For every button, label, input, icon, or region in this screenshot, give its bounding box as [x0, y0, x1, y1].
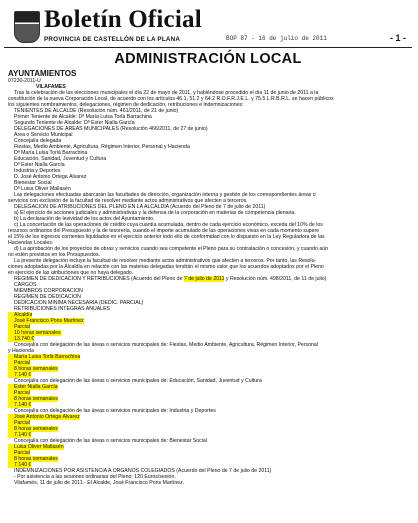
- document-line: 8 horas semanales: [8, 396, 58, 402]
- bulletin-page: [4, 4, 412, 519]
- document-line: 8 horas semanales: [8, 456, 58, 462]
- document-line: Fiestas, Medio Ambiente, Agricultura, Régimen Interior, Personal y Hacienda: [14, 144, 190, 150]
- document-line: 7.140 €: [8, 462, 31, 468]
- document-line: RÉGIMEN DE DEDICACIÓN Y RETRIBUCIONES (Acuerdo del Pleno de 7 de julio de 2011 y Resolución núm. 498/2011, de 11 de julio): [14, 276, 327, 282]
- document-line: no estén previstos en los Presupuestos.: [8, 252, 100, 258]
- document-line: Parcial: [8, 450, 30, 456]
- document-line: Educación, Sanidad, Juventud y Cultura: [14, 156, 107, 162]
- document-line: servicios con exclusión de la facultad de resolver mediante actos administrativos que afecten a terceros.: [8, 198, 248, 204]
- section-title: ADMINISTRACIÓN LOCAL: [114, 51, 302, 67]
- document-line: 7.140 €: [8, 372, 31, 378]
- document-line: c) La concertación de las operaciones de crédito cuya cuantía acumulada, dentro de cada ejercicio económico, exceda del 10% de los: [14, 222, 323, 228]
- document-line: José Antonio Ortega Álvarez: [8, 414, 80, 420]
- document-line: d) La aprobación de los proyectos de obras y servicios cuando sea competente el Pleno para su contratación o concesión, y cuando aún: [14, 246, 329, 252]
- document-line: Vilafamés, 11 de julio de 2011.- El Alcalde, José Francisco Pons Martínez.: [14, 480, 185, 486]
- document-line: Concejalía con delegación de las áreas o servicios municipales de: Industria y Deportes: [14, 408, 216, 414]
- document-line: Concejalía con delegación de las áreas o servicios municipales de: Educación, Sanidad, Juventud y Cultura: [14, 378, 262, 384]
- document-line: Tras la celebración de las elecciones municipales el día 22 de mayo de 2011, y habiéndose procedido el día 11 de junio de 2011 a la: [14, 90, 319, 96]
- document-line: 07230-2011-U: [8, 78, 41, 84]
- document-line: Dª María Luisa Torlà Barrachina: [14, 150, 88, 156]
- document-line: Haciendas Locales.: [8, 240, 54, 246]
- document-line: RETRIBUCIONES ÍNTEGRAS ANUALES: [14, 306, 110, 312]
- document-line: Segundo Teniente de Alcalde: Dª Ester Nialla García: [14, 120, 135, 126]
- document-line: ciones adoptadas por la Alcaldía en relación con las materias delegadas tendrán el mismo valor que los acuerdos adoptados por el Pleno: [8, 264, 324, 270]
- page-number: - 1 -: [389, 33, 406, 43]
- document-line: José Francisco Pons Martínez: [8, 318, 84, 324]
- document-line: 13.740 €: [8, 336, 34, 342]
- issue-meta: BOP 87 - 16 de julio de 2011: [226, 35, 327, 42]
- document-line: DEDICACIÓN MÍNIMA NECESARIA (DEDIC. PARCIAL): [14, 300, 144, 306]
- document-line: en ejercicio de las atribuciones que no haya delegado.: [8, 270, 134, 276]
- document-line: Las delegaciones efectuadas abarcarán las facultades de dirección, organización interna y gestión de los correspondientes áreas o: [14, 192, 316, 198]
- document-line: Parcial: [8, 324, 30, 330]
- document-line: Parcial: [8, 420, 30, 426]
- document-line: constitución de la nueva Corporación Local, de acuerdo con los artículos 46.1, 51.2 y 64.2 R.O.F.R.J.E.L. y 75.5 L.R.B.R.L. se hacen públicos: [8, 96, 334, 102]
- document-line: a) El ejercicio de acciones judiciales y administrativas y la defensa de la corporación en materias de competencia plenaria.: [14, 210, 296, 216]
- document-line: RÉGIMEN DE DEDICACIÓN: [14, 294, 81, 300]
- document-line: Industria y Deportes: [14, 168, 61, 174]
- document-line: María Luisa Torlà Barrachina: [8, 354, 80, 360]
- document-line: TENIENTES DE ALCALDE (Resolución núm. 461/2011, de 21 de junio): [14, 108, 179, 114]
- document-line: VILAFAMÉS: [36, 84, 66, 90]
- document-line: Dª Ester Nialla García: [14, 162, 65, 168]
- coat-of-arms-icon: [14, 11, 40, 43]
- document-line: Área o Servicio Municipal: [14, 132, 73, 138]
- document-line: recursos ordinarios del Presupuesto y la de tesorería, cuando el importe acumulado de las operaciones vivas en cada momento supere: [8, 228, 320, 234]
- document-line: CARGOS: [14, 282, 37, 288]
- document-line: los siguientes nombramientos, delegaciones, régimen de dedicación, retribuciones e indemnizaciones:: [8, 102, 244, 108]
- document-line: DELEGACIONES DE ÁREAS MUNICIPALES (Resolución 466/2011, de 27 de junio): [14, 126, 208, 132]
- document-line: MIEMBROS CORPORACIÓN: [14, 288, 83, 294]
- document-line: Ester Nialla García: [8, 384, 58, 390]
- document-line: b) La declaración de lesividad de los actos del Ayuntamiento.: [14, 216, 155, 222]
- document-line: 7.140 €: [8, 432, 31, 438]
- document-line: INDEMNIZACIONES POR ASISTENCIA A ÓRGANOS COLEGIADOS (Acuerdo del Pleno de 7 de julio de 2011): [14, 468, 272, 474]
- document-line: La presente delegación incluye la facultad de resolver mediante actos administrativos que afecten a terceros. Por tanto, las Resolu-: [14, 258, 317, 264]
- document-line: Parcial: [8, 360, 30, 366]
- document-line: el 15% de los ingresos corrientes liquidados en el ejercicio anterior todo ello de conformidad con lo dispuesto en la Ley Reguladora de las: [8, 234, 325, 240]
- document-line: 8 horas semanales: [8, 426, 58, 432]
- document-line: Concejalía delegada: [14, 138, 62, 144]
- document-line: Parcial: [8, 390, 30, 396]
- document-line: Luisa Oliver Mallasén: [8, 444, 64, 450]
- document-line: Alcaldía: [8, 312, 32, 318]
- document-line: Bienestar Social: [14, 180, 52, 186]
- province-subtitle: PROVINCIA DE CASTELLÓN DE LA PLANA: [44, 36, 181, 43]
- header-divider: [4, 47, 412, 48]
- document-line: DELEGACIÓN DE ATRIBUCIONES DEL PLENO EN LA ALCALDÍA (Acuerdo del Pleno de 7 de julio de 2011): [14, 204, 266, 210]
- document-line: y Hacienda: [8, 348, 34, 354]
- document-line: 10 horas semanales: [8, 330, 61, 336]
- document-line: Primer Teniente de Alcalde: Dª María Luisa Torlà Barrachina: [14, 114, 152, 120]
- document-line: 7.140 €: [8, 402, 31, 408]
- masthead: [4, 4, 412, 48]
- document-line: D. José Antonio Ortega Álvarez: [14, 174, 87, 180]
- bulletin-title: Boletín Oficial: [44, 6, 202, 33]
- document-body: [8, 69, 408, 486]
- document-line: - Por asistencia a las sesiones ordinarias del Pleno: 120 Euros/sesión.: [14, 474, 176, 480]
- document-line: 8 horas semanales: [8, 366, 58, 372]
- document-line: Concejalía con delegación de las áreas o servicios municipales de: Bienestar Social: [14, 438, 207, 444]
- document-line: Dª Luisa Oliver Mallasén: [14, 186, 71, 192]
- document-line: AYUNTAMIENTOS: [8, 69, 77, 78]
- document-line: Concejalía con delegación de las áreas o servicios municipales de: Fiestas, Medio Ambiente, Agricultura, Régimen Interior, Personal: [14, 342, 318, 348]
